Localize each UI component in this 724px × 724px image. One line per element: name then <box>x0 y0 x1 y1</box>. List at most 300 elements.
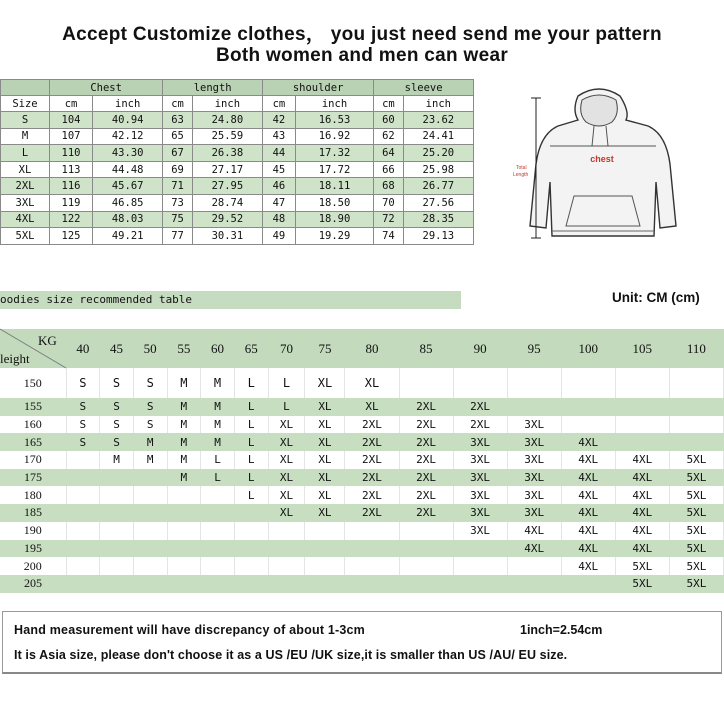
size-value-cell: 63 <box>163 112 192 129</box>
height-row <box>0 469 724 487</box>
recommended-size-cell <box>201 557 235 575</box>
subheader-cell: cm <box>50 96 93 112</box>
recommended-size-cell <box>561 368 615 398</box>
recommended-size-cell <box>234 504 268 522</box>
size-value-cell: 17.72 <box>295 161 373 178</box>
recommended-size-cell <box>167 522 201 540</box>
recommended-size-cell: XL <box>268 504 305 522</box>
size-value-cell: 29.13 <box>403 228 473 245</box>
recommended-size-cell: M <box>201 398 235 416</box>
recommended-size-cell: L <box>234 433 268 451</box>
recommended-size-cell <box>66 557 100 575</box>
size-name-cell: XL <box>1 161 50 178</box>
height-value-cell: 190 <box>0 522 66 540</box>
recommended-size-cell <box>66 486 100 504</box>
weight-header-cell: 70 <box>268 329 305 368</box>
recommended-size-cell: S <box>66 368 100 398</box>
recommended-size-cell <box>399 540 453 558</box>
recommended-size-cell <box>167 486 201 504</box>
size-value-cell: 25.20 <box>403 145 473 162</box>
recommended-size-cell: XL <box>305 486 345 504</box>
height-value-cell: 180 <box>0 486 66 504</box>
size-name-cell: M <box>1 128 50 145</box>
size-value-cell: 27.56 <box>403 194 473 211</box>
recommended-size-cell <box>615 368 669 398</box>
recommended-size-cell: 4XL <box>561 469 615 487</box>
height-value-cell: 160 <box>0 416 66 434</box>
recommended-size-cell <box>305 540 345 558</box>
recommended-size-cell: L <box>234 451 268 469</box>
size-value-cell: 43.30 <box>93 145 163 162</box>
recommended-size-cell: 3XL <box>507 504 561 522</box>
recommended-size-cell <box>453 540 507 558</box>
size-value-cell: 45.67 <box>93 178 163 195</box>
recommended-size-cell <box>66 504 100 522</box>
kg-label: KG <box>38 333 57 348</box>
weight-header-cell: 95 <box>507 329 561 368</box>
size-row <box>1 145 474 162</box>
recommended-size-cell <box>268 575 305 593</box>
size-row <box>1 161 474 178</box>
recommended-size-cell: 4XL <box>615 504 669 522</box>
recommended-size-cell <box>234 540 268 558</box>
recommended-size-cell: XL <box>345 398 399 416</box>
height-row <box>0 557 724 575</box>
note-discrepancy: Hand measurement will have discrepancy of about 1-3cm <box>14 623 365 637</box>
recommended-size-cell <box>167 504 201 522</box>
size-value-cell: 45 <box>263 161 296 178</box>
weight-header-cell: 85 <box>399 329 453 368</box>
total-length-label-2: Length <box>513 172 529 178</box>
recommended-size-cell: S <box>66 398 100 416</box>
size-value-cell: 104 <box>50 112 93 129</box>
size-value-cell: 26.38 <box>192 145 262 162</box>
subheader-cell: inch <box>93 96 163 112</box>
size-value-cell: 107 <box>50 128 93 145</box>
recommended-size-cell <box>561 416 615 434</box>
recommended-size-cell <box>66 469 100 487</box>
recommended-size-cell: M <box>201 368 235 398</box>
header-sleeve: sleeve <box>374 80 474 96</box>
size-value-cell: 27.17 <box>192 161 262 178</box>
recommended-size-cell: 2XL <box>453 416 507 434</box>
size-value-cell: 122 <box>50 211 93 228</box>
size-value-cell: 71 <box>163 178 192 195</box>
size-value-cell: 29.52 <box>192 211 262 228</box>
height-value-cell: 155 <box>0 398 66 416</box>
recommended-size-cell: S <box>100 398 134 416</box>
recommended-size-cell <box>615 433 669 451</box>
recommended-size-cell <box>507 368 561 398</box>
height-value-cell: 170 <box>0 451 66 469</box>
size-value-cell: 26.77 <box>403 178 473 195</box>
weight-header-cell: 55 <box>167 329 201 368</box>
recommended-size-cell: 4XL <box>561 451 615 469</box>
recommended-size-cell <box>268 540 305 558</box>
recommended-size-cell: 5XL <box>669 557 723 575</box>
size-value-cell: 40.94 <box>93 112 163 129</box>
recommended-size-cell <box>268 522 305 540</box>
height-value-cell: 205 <box>0 575 66 593</box>
recommended-size-cell: L <box>268 398 305 416</box>
recommended-size-cell <box>66 451 100 469</box>
height-row <box>0 433 724 451</box>
weight-header-cell: 60 <box>201 329 235 368</box>
recommended-size-cell: XL <box>305 368 345 398</box>
recommended-size-cell: M <box>133 433 167 451</box>
size-value-cell: 28.74 <box>192 194 262 211</box>
weight-header-cell: 100 <box>561 329 615 368</box>
recommended-size-cell <box>133 575 167 593</box>
recommended-size-cell <box>234 522 268 540</box>
height-row <box>0 451 724 469</box>
weight-header-cell: 90 <box>453 329 507 368</box>
size-value-cell: 49 <box>263 228 296 245</box>
recommended-size-cell <box>268 557 305 575</box>
size-value-cell: 44 <box>263 145 296 162</box>
recommended-size-cell: 2XL <box>345 451 399 469</box>
size-value-cell: 19.29 <box>295 228 373 245</box>
size-name-cell: S <box>1 112 50 129</box>
height-row <box>0 416 724 434</box>
chest-label: chest <box>590 154 614 164</box>
size-value-cell: 67 <box>163 145 192 162</box>
recommended-size-cell: 2XL <box>345 486 399 504</box>
size-value-cell: 70 <box>374 194 403 211</box>
recommended-size-cell: 3XL <box>453 451 507 469</box>
recommended-size-cell: L <box>234 368 268 398</box>
recommended-size-cell: L <box>268 368 305 398</box>
recommended-size-cell: XL <box>268 486 305 504</box>
corner-cell <box>0 329 66 368</box>
size-value-cell: 77 <box>163 228 192 245</box>
weight-header-cell: 65 <box>234 329 268 368</box>
size-value-cell: 46 <box>263 178 296 195</box>
recommended-size-cell: M <box>167 469 201 487</box>
recommended-size-cell <box>453 575 507 593</box>
subheader-cell: Size <box>1 96 50 112</box>
size-value-cell: 18.11 <box>295 178 373 195</box>
recommended-size-cell: M <box>133 451 167 469</box>
size-value-cell: 65 <box>163 128 192 145</box>
size-value-cell: 42.12 <box>93 128 163 145</box>
recommended-size-cell <box>234 575 268 593</box>
recommended-size-cell: M <box>201 433 235 451</box>
size-measurement-table <box>0 79 474 245</box>
recommended-size-cell: 3XL <box>453 486 507 504</box>
recommended-size-cell: 4XL <box>561 540 615 558</box>
weight-header-cell: 105 <box>615 329 669 368</box>
recommended-size-cell <box>100 504 134 522</box>
size-value-cell: 27.95 <box>192 178 262 195</box>
recommended-size-cell: 2XL <box>345 504 399 522</box>
recommended-size-cell <box>133 522 167 540</box>
recommended-size-cell: 5XL <box>669 504 723 522</box>
recommended-size-cell: 5XL <box>669 575 723 593</box>
recommended-size-cell <box>100 540 134 558</box>
recommended-size-cell: 3XL <box>507 433 561 451</box>
recommended-size-cell <box>133 540 167 558</box>
recommended-size-cell <box>615 416 669 434</box>
height-row <box>0 522 724 540</box>
recommended-size-cell <box>201 575 235 593</box>
recommended-size-cell: L <box>201 469 235 487</box>
recommended-size-cell: 2XL <box>399 469 453 487</box>
recommended-title: oodies size recommended table <box>0 293 193 306</box>
recommended-size-cell <box>345 540 399 558</box>
recommended-size-cell <box>201 540 235 558</box>
recommended-size-cell: L <box>201 451 235 469</box>
recommended-size-cell <box>507 398 561 416</box>
recommended-size-cell: S <box>100 416 134 434</box>
size-row <box>1 128 474 145</box>
size-value-cell: 73 <box>163 194 192 211</box>
recommended-size-cell <box>66 575 100 593</box>
size-value-cell: 69 <box>163 161 192 178</box>
recommended-size-cell: M <box>201 416 235 434</box>
size-value-cell: 18.50 <box>295 194 373 211</box>
size-value-cell: 44.48 <box>93 161 163 178</box>
recommended-size-cell: 4XL <box>507 522 561 540</box>
height-value-cell: 165 <box>0 433 66 451</box>
size-value-cell: 18.90 <box>295 211 373 228</box>
recommended-size-cell <box>399 368 453 398</box>
size-value-cell: 23.62 <box>403 112 473 129</box>
recommended-size-cell <box>669 398 723 416</box>
size-value-cell: 75 <box>163 211 192 228</box>
recommended-size-cell: XL <box>345 368 399 398</box>
size-value-cell: 66 <box>374 161 403 178</box>
recommended-size-cell <box>66 540 100 558</box>
recommended-size-cell: L <box>234 398 268 416</box>
recommended-size-cell: XL <box>305 433 345 451</box>
recommended-size-cell: XL <box>268 416 305 434</box>
size-name-cell: 5XL <box>1 228 50 245</box>
height-value-cell: 185 <box>0 504 66 522</box>
heading-line-2: Both women and men can wear <box>215 45 509 66</box>
recommended-size-cell <box>100 522 134 540</box>
recommended-size-cell: 4XL <box>561 504 615 522</box>
recommended-size-cell: 4XL <box>615 486 669 504</box>
recommended-size-cell <box>453 368 507 398</box>
recommended-size-cell: M <box>167 433 201 451</box>
recommended-size-cell <box>305 557 345 575</box>
recommended-size-cell <box>167 575 201 593</box>
recommended-size-cell: M <box>167 451 201 469</box>
unit-label: Unit: CM (cm) <box>612 290 700 305</box>
recommended-size-cell: XL <box>268 469 305 487</box>
subheader-cell: inch <box>295 96 373 112</box>
size-value-cell: 48.03 <box>93 211 163 228</box>
size-name-cell: 2XL <box>1 178 50 195</box>
recommended-size-cell: 5XL <box>615 575 669 593</box>
height-value-cell: 195 <box>0 540 66 558</box>
height-row <box>0 486 724 504</box>
size-value-cell: 28.35 <box>403 211 473 228</box>
weight-header-cell: 80 <box>345 329 399 368</box>
recommended-size-cell <box>167 540 201 558</box>
recommended-size-cell: 2XL <box>399 504 453 522</box>
recommended-size-cell: M <box>100 451 134 469</box>
recommended-size-cell: 5XL <box>669 451 723 469</box>
height-row <box>0 398 724 416</box>
recommended-size-cell <box>345 575 399 593</box>
size-value-cell: 30.31 <box>192 228 262 245</box>
recommended-size-cell: L <box>234 469 268 487</box>
recommended-size-cell: 2XL <box>453 398 507 416</box>
size-value-cell: 72 <box>374 211 403 228</box>
size-value-cell: 25.98 <box>403 161 473 178</box>
size-value-cell: 47 <box>263 194 296 211</box>
recommended-size-cell: M <box>167 398 201 416</box>
height-value-cell: 175 <box>0 469 66 487</box>
recommended-size-cell <box>453 557 507 575</box>
recommended-size-cell <box>66 522 100 540</box>
recommended-size-cell: S <box>66 433 100 451</box>
recommended-size-cell: M <box>167 416 201 434</box>
recommended-size-cell <box>234 557 268 575</box>
recommended-size-cell: S <box>133 368 167 398</box>
size-name-cell: L <box>1 145 50 162</box>
recommended-size-cell: 3XL <box>507 451 561 469</box>
recommended-size-cell: 5XL <box>669 486 723 504</box>
recommended-size-cell <box>305 575 345 593</box>
size-value-cell: 116 <box>50 178 93 195</box>
recommended-size-cell: 3XL <box>453 433 507 451</box>
weight-height-table <box>0 329 724 593</box>
recommended-size-cell: 4XL <box>507 540 561 558</box>
recommended-size-cell: 5XL <box>615 557 669 575</box>
height-row <box>0 540 724 558</box>
height-row <box>0 368 724 398</box>
size-value-cell: 119 <box>50 194 93 211</box>
recommended-size-cell: 4XL <box>561 433 615 451</box>
recommended-size-cell: XL <box>305 451 345 469</box>
recommended-size-cell: 5XL <box>669 469 723 487</box>
recommended-size-cell: L <box>234 416 268 434</box>
subheader-cell: cm <box>263 96 296 112</box>
recommended-size-cell: 3XL <box>507 486 561 504</box>
recommended-size-cell <box>201 522 235 540</box>
size-value-cell: 113 <box>50 161 93 178</box>
recommended-size-cell: 2XL <box>345 416 399 434</box>
size-value-cell: 74 <box>374 228 403 245</box>
size-value-cell: 25.59 <box>192 128 262 145</box>
size-name-cell: 4XL <box>1 211 50 228</box>
recommended-size-cell: 3XL <box>453 504 507 522</box>
size-value-cell: 16.53 <box>295 112 373 129</box>
header-length: length <box>163 80 263 96</box>
recommended-size-cell: 2XL <box>399 433 453 451</box>
size-value-cell: 64 <box>374 145 403 162</box>
recommended-size-cell: 2XL <box>399 398 453 416</box>
size-row <box>1 194 474 211</box>
recommended-size-cell <box>399 575 453 593</box>
height-value-cell: 150 <box>0 368 66 398</box>
size-value-cell: 24.80 <box>192 112 262 129</box>
recommended-size-cell <box>201 504 235 522</box>
recommended-size-cell: XL <box>305 398 345 416</box>
height-row <box>0 504 724 522</box>
recommended-size-cell <box>507 557 561 575</box>
recommended-size-cell <box>345 557 399 575</box>
recommended-size-cell <box>399 557 453 575</box>
recommended-size-cell: 4XL <box>561 557 615 575</box>
recommended-size-cell: XL <box>305 504 345 522</box>
size-row <box>1 112 474 129</box>
recommended-size-cell: 2XL <box>399 451 453 469</box>
size-value-cell: 110 <box>50 145 93 162</box>
hoodie-diagram <box>513 86 696 244</box>
weight-header-cell: 50 <box>133 329 167 368</box>
recommended-size-cell: S <box>133 416 167 434</box>
size-value-cell: 62 <box>374 128 403 145</box>
total-length-label-1: Total <box>516 165 527 171</box>
header-shoulder: shoulder <box>263 80 374 96</box>
recommended-size-cell: 3XL <box>453 522 507 540</box>
subheader-cell: inch <box>403 96 473 112</box>
recommended-size-cell <box>133 486 167 504</box>
recommended-size-cell <box>100 486 134 504</box>
recommended-size-cell <box>305 522 345 540</box>
recommended-size-cell <box>615 398 669 416</box>
height-row <box>0 575 724 593</box>
height-label: leight <box>0 351 30 366</box>
notes-box <box>2 611 722 674</box>
note-inch-conversion: 1inch=2.54cm <box>520 623 603 637</box>
recommended-size-cell: 4XL <box>561 486 615 504</box>
subheader-cell: cm <box>374 96 403 112</box>
recommended-size-cell: 3XL <box>507 416 561 434</box>
heading-line-1: Accept Customize clothes， you just need send me your pattern <box>62 24 662 45</box>
recommended-size-cell: 4XL <box>561 522 615 540</box>
recommended-size-cell <box>100 557 134 575</box>
weight-header-cell: 45 <box>100 329 134 368</box>
recommended-size-cell: S <box>100 433 134 451</box>
recommended-size-cell <box>561 398 615 416</box>
size-value-cell: 125 <box>50 228 93 245</box>
recommended-size-cell: 3XL <box>507 469 561 487</box>
recommended-size-cell: 2XL <box>345 469 399 487</box>
recommended-size-cell: 4XL <box>615 469 669 487</box>
recommended-size-cell: 4XL <box>615 540 669 558</box>
recommended-size-cell <box>133 504 167 522</box>
size-name-cell: 3XL <box>1 194 50 211</box>
weight-header-cell: 40 <box>66 329 100 368</box>
recommended-size-cell: S <box>100 368 134 398</box>
recommended-size-cell: 5XL <box>669 522 723 540</box>
recommended-size-cell: 2XL <box>399 486 453 504</box>
recommended-size-cell: S <box>66 416 100 434</box>
recommended-size-cell <box>669 368 723 398</box>
subheader-cell: inch <box>192 96 262 112</box>
recommended-size-cell <box>201 486 235 504</box>
size-value-cell: 24.41 <box>403 128 473 145</box>
weight-header-cell: 110 <box>669 329 723 368</box>
size-value-cell: 16.92 <box>295 128 373 145</box>
size-value-cell: 43 <box>263 128 296 145</box>
recommended-size-cell: 2XL <box>345 433 399 451</box>
size-value-cell: 48 <box>263 211 296 228</box>
recommended-size-cell: 3XL <box>453 469 507 487</box>
recommended-size-cell: XL <box>305 469 345 487</box>
recommended-size-cell: XL <box>305 416 345 434</box>
recommended-size-cell <box>100 469 134 487</box>
size-value-cell: 68 <box>374 178 403 195</box>
recommended-size-cell <box>669 433 723 451</box>
size-value-cell: 42 <box>263 112 296 129</box>
recommended-size-cell: M <box>167 368 201 398</box>
